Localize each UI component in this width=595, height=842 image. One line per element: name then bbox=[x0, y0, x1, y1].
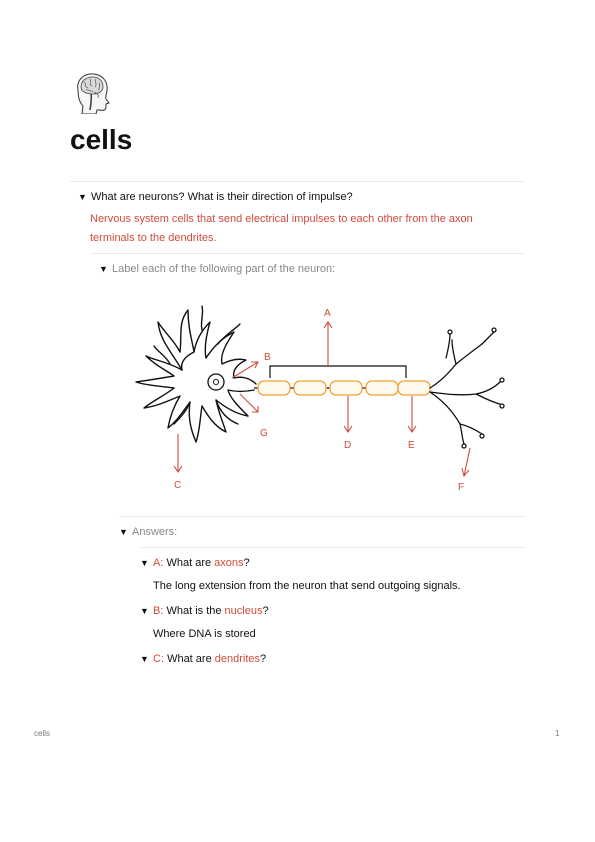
toggle-answer-b[interactable] bbox=[140, 604, 269, 618]
toggle-answers[interactable] bbox=[119, 525, 177, 539]
answer-letter: B: bbox=[153, 605, 164, 617]
page-number: 1 bbox=[555, 729, 560, 738]
divider bbox=[90, 253, 525, 254]
toggle-triangle-icon[interactable]: ▼ bbox=[140, 606, 149, 616]
brain-anatomy-icon bbox=[70, 70, 114, 114]
divider bbox=[140, 547, 525, 548]
answer-letter: A: bbox=[153, 557, 164, 569]
axon-bracket bbox=[270, 366, 406, 378]
answer-a-text: The long extension from the neuron that send outgoing signals. bbox=[153, 580, 461, 592]
label-d: D bbox=[344, 440, 352, 451]
toggle-triangle-icon[interactable]: ▼ bbox=[78, 192, 87, 202]
toggle-triangle-icon[interactable]: ▼ bbox=[140, 654, 149, 664]
neurons-answer: Nervous system cells that send electrical impulses to each other from the axon terminals to the dendrites. bbox=[90, 213, 473, 244]
answer-question-pre: What is the bbox=[166, 605, 225, 617]
question-text: What are neurons? What is their direction of impulse? bbox=[91, 191, 353, 203]
label-e: E bbox=[408, 440, 415, 451]
label-arrows bbox=[174, 322, 470, 476]
answer-term: nucleus bbox=[224, 605, 263, 617]
answer-question-pre: What are bbox=[167, 653, 215, 665]
answer-b-text: Where DNA is stored bbox=[153, 628, 256, 640]
nucleolus-shape bbox=[214, 380, 219, 385]
divider bbox=[119, 516, 525, 517]
label-instruction: Label each of the following part of the neuron: bbox=[112, 263, 336, 275]
label-g: G bbox=[260, 428, 268, 439]
answer-question-post: ? bbox=[243, 557, 250, 569]
toggle-triangle-icon[interactable]: ▼ bbox=[119, 527, 128, 537]
toggle-answer-a[interactable] bbox=[140, 556, 250, 570]
axon-terminals bbox=[430, 328, 504, 448]
divider bbox=[70, 181, 525, 182]
label-c: C bbox=[174, 480, 182, 491]
label-a: A bbox=[324, 308, 331, 319]
label-b: B bbox=[264, 352, 271, 363]
answer-question-pre: What are bbox=[166, 557, 215, 569]
footer-title: cells bbox=[34, 729, 51, 738]
answer-term: axons bbox=[214, 557, 244, 569]
label-f: F bbox=[458, 482, 465, 493]
page-title: cells bbox=[70, 124, 133, 155]
answer-letter: C: bbox=[153, 653, 164, 665]
answers-header: Answers: bbox=[132, 526, 178, 538]
toggle-neurons-question[interactable] bbox=[78, 190, 353, 204]
nucleus-shape bbox=[208, 374, 224, 390]
answer-term: dendrites bbox=[214, 653, 261, 665]
toggle-answer-c[interactable] bbox=[140, 652, 266, 666]
answer-question-post: ? bbox=[262, 605, 269, 617]
toggle-triangle-icon[interactable]: ▼ bbox=[140, 558, 149, 568]
answer-question-post: ? bbox=[260, 653, 267, 665]
myelin-sheaths bbox=[258, 381, 430, 395]
neuron-diagram bbox=[130, 300, 510, 495]
toggle-label-neuron[interactable] bbox=[99, 262, 335, 276]
toggle-triangle-icon[interactable]: ▼ bbox=[99, 264, 108, 274]
